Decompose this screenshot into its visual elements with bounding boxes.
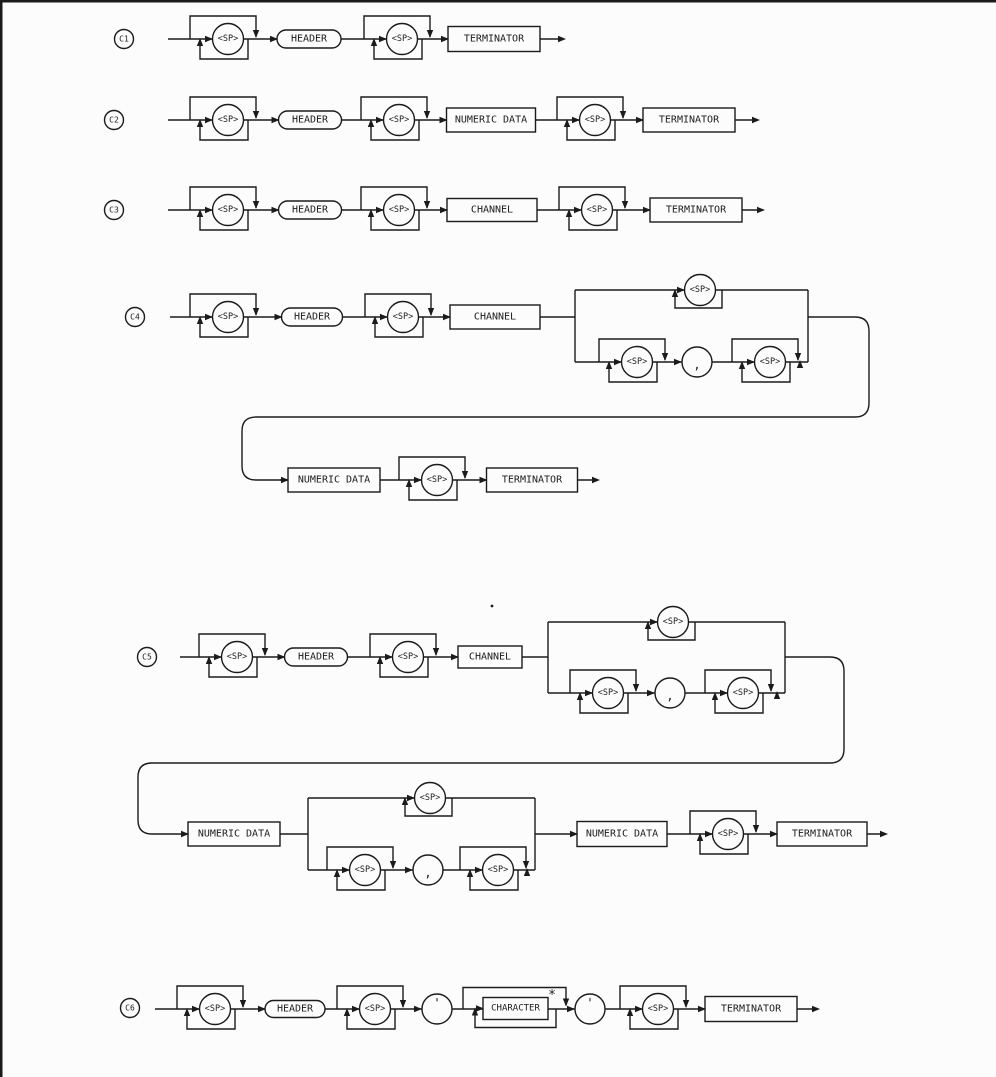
svg-text:C2: C2 [109,115,119,125]
svg-text:,: , [424,866,432,880]
svg-text:TERMINATOR: TERMINATOR [720,1003,782,1015]
c5-sp-after-comma [705,670,774,713]
svg-text:<SP>: <SP> [586,205,608,215]
c4-sp-before-comma [599,339,668,382]
c3-channel-node [440,199,537,222]
svg-text:TERMINATOR: TERMINATOR [501,474,563,486]
c5-sp-unit-3 [690,811,759,854]
c6-open-quote-node [414,994,452,1024]
svg-text:HEADER: HEADER [290,33,328,45]
svg-text:<SP>: <SP> [626,357,648,367]
svg-text:C3: C3 [109,205,119,215]
c5-comma-node [647,678,685,708]
svg-text:HEADER: HEADER [291,204,329,216]
c5-numeric-data-node-2 [570,822,667,847]
c3-label [105,201,124,220]
c4-channel-node [443,305,540,329]
c5-header-node [278,648,348,666]
c3-sp-unit-3 [559,187,628,230]
c6-terminator-node [698,997,797,1022]
svg-text:C4: C4 [130,312,140,322]
c5-sp-unit-1 [199,634,268,677]
svg-text:<SP>: <SP> [732,688,754,698]
svg-text:<SP>: <SP> [392,312,414,322]
svg-text:NUMERIC DATA: NUMERIC DATA [297,474,371,486]
svg-text:': ' [433,996,441,1010]
c5-terminator-node [770,822,867,846]
c3-header-node [272,201,342,219]
c2-terminator-node [636,108,735,132]
svg-text:C6: C6 [125,1003,135,1013]
svg-text:C1: C1 [119,34,129,44]
c2-sp-unit-3 [557,97,626,140]
svg-text:<SP>: <SP> [354,865,376,875]
c5-cont-comma-node [405,855,443,885]
c4-label [126,308,145,327]
svg-text:<SP>: <SP> [388,205,410,215]
c6-label [121,999,140,1018]
c5-sp-before-comma [570,670,639,713]
c1-label [115,30,134,49]
svg-text:<SP>: <SP> [391,34,413,44]
c6-close-quote-node [567,994,605,1024]
c3-sp-unit-2 [361,187,430,230]
c2-sp-unit-1 [190,97,259,140]
c4-comma-node [674,347,712,377]
c2-sp-unit-2 [361,97,430,140]
c2-numeric-data-node [440,108,536,132]
svg-text:TERMINATOR: TERMINATOR [463,33,525,45]
c4-sp-unit-3 [399,457,468,500]
svg-text:<SP>: <SP> [204,1004,226,1014]
svg-text:C5: C5 [142,652,152,662]
c2-label [105,111,124,130]
c6-sp-unit-1 [177,986,246,1029]
svg-text:CHANNEL: CHANNEL [470,204,514,216]
svg-text:<SP>: <SP> [388,115,410,125]
svg-text:<SP>: <SP> [364,1004,386,1014]
svg-text:CHARACTER: CHARACTER [491,1003,540,1014]
svg-text:NUMERIC DATA: NUMERIC DATA [585,828,659,840]
c5-cont-sp-top-branch [402,783,452,817]
c1-terminator-node [441,27,540,52]
svg-text:,: , [693,358,701,372]
c4-branch-merge-arrow [797,360,803,368]
c4-sp-top-branch [672,275,722,309]
c5-cont-sp-after-comma [460,847,529,890]
c5-numeric-data-node-1 [181,822,280,846]
c5-channel-node [451,646,522,668]
c4-numeric-data-node [281,468,380,492]
c5-cont-merge-arrow [524,868,530,876]
svg-text:<SP>: <SP> [662,617,684,627]
svg-text:CHANNEL: CHANNEL [473,311,517,323]
svg-text:<SP>: <SP> [487,865,509,875]
svg-text:TERMINATOR: TERMINATOR [658,114,720,126]
c5-label [138,648,157,667]
svg-text:<SP>: <SP> [426,475,448,485]
c1-sp-unit-2 [364,16,433,59]
c4-sp-after-comma [732,339,801,382]
scan-artifact-dot [491,605,494,608]
c6-end-arrow [812,1006,820,1012]
svg-text:HEADER: HEADER [293,311,331,323]
c3-sp-unit-1 [190,187,259,230]
svg-text:<SP>: <SP> [397,652,419,662]
svg-text:HEADER: HEADER [297,651,335,663]
svg-text:<SP>: <SP> [759,357,781,367]
c3-end-arrow [757,207,765,213]
c4-sp-unit-2 [365,294,434,337]
svg-text:,: , [666,689,674,703]
c4-terminator-node [480,468,578,492]
c1-end-arrow [558,36,566,42]
svg-text:TERMINATOR: TERMINATOR [665,204,727,216]
svg-text:<SP>: <SP> [647,1004,669,1014]
c6-sp-unit-3 [620,986,689,1029]
c4-sp-unit-1 [190,294,259,337]
c2-header-node [272,111,342,129]
svg-text:<SP>: <SP> [217,205,239,215]
c5-end-arrow [880,831,888,837]
svg-text:<SP>: <SP> [226,652,248,662]
svg-text:HEADER: HEADER [276,1003,314,1015]
svg-text:HEADER: HEADER [291,114,329,126]
c4-header-node [275,308,343,326]
svg-text:<SP>: <SP> [689,285,711,295]
svg-text:NUMERIC DATA: NUMERIC DATA [197,828,271,840]
c6-sp-unit-2 [337,986,406,1029]
svg-text:<SP>: <SP> [217,312,239,322]
c5-cont-sp-before-comma [327,847,396,890]
c1-sp-unit-1 [190,16,259,59]
c1-header-node [270,30,341,48]
svg-text:<SP>: <SP> [597,688,619,698]
svg-text:<SP>: <SP> [717,829,739,839]
c5-branch-merge-arrow [774,691,780,699]
c4-end-arrow [592,477,600,483]
svg-text:<SP>: <SP> [419,793,441,803]
c5-sp-top-branch [645,607,695,641]
svg-text:<SP>: <SP> [217,115,239,125]
svg-text:<SP>: <SP> [217,34,239,44]
svg-text:CHANNEL: CHANNEL [468,651,512,663]
c5-sp-unit-2 [370,634,439,677]
c6-character-node [463,988,569,1028]
svg-text:*: * [548,988,556,1003]
c6-header-node [258,1001,325,1018]
svg-text:TERMINATOR: TERMINATOR [791,828,853,840]
c2-end-arrow [752,117,760,123]
svg-text:': ' [586,996,594,1010]
c3-terminator-node [643,198,742,222]
svg-text:NUMERIC DATA: NUMERIC DATA [454,114,528,126]
svg-text:<SP>: <SP> [584,115,606,125]
c4-feedback-wire [242,317,869,480]
